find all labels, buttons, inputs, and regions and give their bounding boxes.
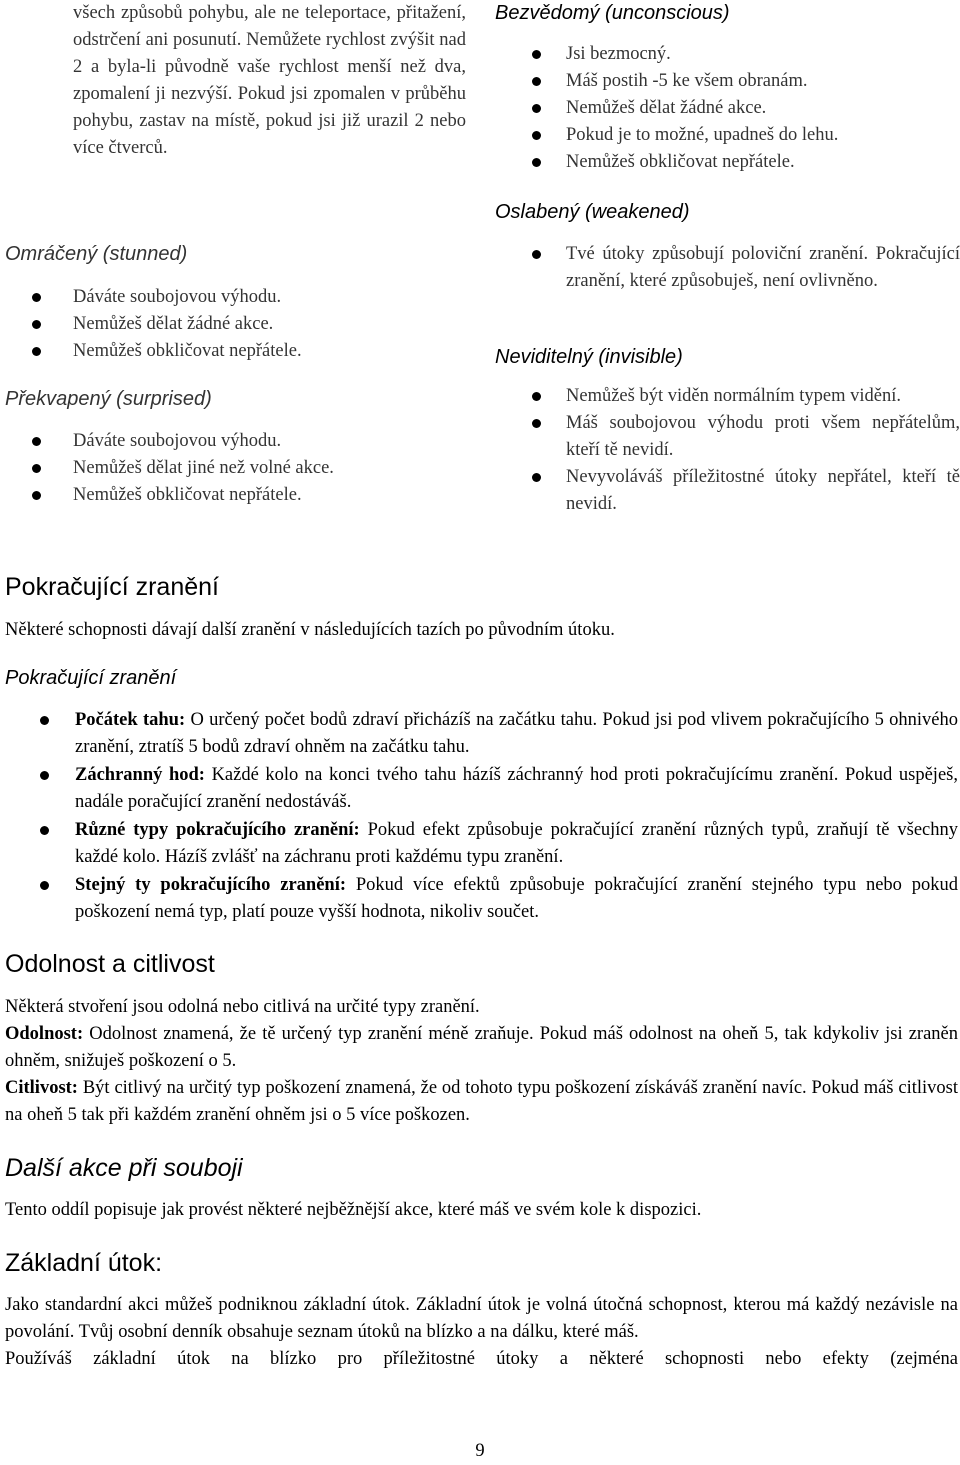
combat-actions-heading: Další akce při souboji	[5, 1154, 243, 1182]
resistance-intro: Některá stvoření jsou odolná nebo citlivá na určité typy zranění.	[5, 997, 480, 1017]
list-item: Nemůžeš obkličovat nepřátele.	[0, 338, 470, 365]
list-item: Máš soubojovou výhodu proti všem nepřátelům, kteří tě nevidí.	[490, 410, 960, 464]
combat-actions-intro: Tento oddíl popisuje jak provést některé nejběžnější akce, které máš ve svém kole k dispozici.	[5, 1200, 702, 1220]
list-item: Nemůžeš obkličovat nepřátele.	[490, 149, 960, 176]
list-item-text: Každé kolo na konci tvého tahu házíš záchranný hod proti pokračujícímu zranění. Pokud uspěješ, nadále poračující zranění nedostáváš.	[75, 765, 958, 812]
list-item	[0, 817, 958, 871]
list-item: Nemůžeš obkličovat nepřátele.	[0, 482, 470, 509]
list-item-text: Pokud efekt způsobuje pokračující zranění různých typů, zraňují tě všechny každé kolo. Házíš zvlášť na záchranu proti každému typu zranění.	[75, 820, 958, 867]
weakened-heading: Oslabený (weakened)	[495, 201, 690, 223]
list-item	[0, 762, 958, 816]
list-item-term: Různé typy pokračujícího zranění:	[75, 820, 360, 840]
vulnerability-paragraph	[5, 1075, 958, 1129]
stunned-heading: Omráčený (stunned)	[5, 243, 188, 265]
intro-paragraph: všech způsobů pohybu, ale ne teleportace, přitažení, odstrčení ani posunutí. Nemůžete rychlost zvýšit nad 2 a byla-li původně vaše rychlost menší než dva, zpomalení ji nezvýší. Pokud jsi zpomalen v průběhu pohybu, zastav na místě, pokud jsi již urazil 2 nebo více čtverců.	[73, 3, 466, 158]
list-item-term: Stejný ty pokračujícího zranění:	[75, 875, 346, 895]
surprised-list	[0, 428, 470, 509]
list-item	[0, 707, 958, 761]
list-item: Dáváte soubojovou výhodu.	[0, 284, 470, 311]
ongoing-list	[0, 707, 958, 926]
basic-attack-heading: Základní útok:	[5, 1249, 163, 1277]
list-item-text: Pokud více efektů způsobuje pokračující zranění stejného typu nebo pokud poškození nemá typ, platí pouze vyšší hodnota, nikoliv součet.	[75, 875, 958, 922]
unconscious-list-wrap	[490, 41, 960, 176]
ongoing-list-wrap	[0, 707, 958, 927]
vulnerability-term: Citlivost:	[5, 1078, 78, 1098]
list-item: Pokud je to možné, upadneš do lehu.	[490, 122, 960, 149]
invisible-heading: Neviditelný (invisible)	[495, 346, 683, 368]
basic-attack-para1: Jako standardní akci můžeš podniknou základní útok. Základní útok je volná útočná schopnost, kterou má každý nezávisle na povolání. Tvůj osobní denník obsahuje seznam útoků na blízko a na dálku, které máš.	[5, 1295, 958, 1342]
list-item: Nemůžeš dělat jiné než volné akce.	[0, 455, 470, 482]
weakened-list-wrap	[490, 241, 960, 295]
list-item: Dáváte soubojovou výhodu.	[0, 428, 470, 455]
resistance-text: Odolnost znamená, že tě určený typ zranění méně zraňuje. Pokud máš odolnost na oheň 5, tak kdykoliv jsi zraněn ohněm, snižuješ poškození o 5.	[5, 1024, 958, 1071]
ongoing-subheading: Pokračující zranění	[5, 667, 177, 689]
ongoing-heading: Pokračující zranění	[5, 573, 219, 601]
ongoing-intro: Některé schopnosti dávají další zranění v následujících tazích po původním útoku.	[5, 620, 615, 640]
list-item: Tvé útoky způsobují poloviční zranění. Pokračující zranění, které způsobuješ, není ovlivněno.	[490, 241, 960, 295]
resistance-block	[5, 994, 958, 1129]
basic-attack-block	[5, 1292, 958, 1373]
list-item	[0, 872, 958, 926]
vulnerability-text: Být citlivý na určitý typ poškození znamená, že od tohoto typu poškození získáváš zranění navíc. Pokud máš citlivost na oheň 5 tak při každém zranění ohněm jsi o 5 více poškozen.	[5, 1078, 958, 1125]
list-item: Jsi bezmocný.	[490, 41, 960, 68]
left-column-top	[73, 0, 466, 162]
basic-attack-para2: Používáš základní útok na blízko pro příležitostné útoky a některé schopnosti nebo efekty (zejména	[5, 1349, 958, 1369]
resistance-term: Odolnost:	[5, 1024, 84, 1044]
list-item-text: O určený počet bodů zdraví přicházíš na začátku tahu. Pokud jsi pod vlivem pokračujícího 5 ohnivého zranění, ztratíš 5 bodů zdraví ohněm na začátku tahu.	[75, 710, 958, 757]
list-item: Nevyvoláváš příležitostné útoky nepřátel, kteří tě nevidí.	[490, 464, 960, 518]
list-item: Nemůžeš dělat žádné akce.	[0, 311, 470, 338]
list-item-term: Počátek tahu:	[75, 710, 186, 730]
list-item: Nemůžeš dělat žádné akce.	[490, 95, 960, 122]
list-item: Máš postih -5 ke všem obranám.	[490, 68, 960, 95]
weakened-list	[490, 241, 960, 295]
resistance-heading: Odolnost a citlivost	[5, 950, 215, 978]
page-number: 9	[475, 1441, 485, 1461]
surprised-heading: Překvapený (surprised)	[5, 388, 212, 410]
resistance-paragraph	[5, 1021, 958, 1075]
list-item-term: Záchranný hod:	[75, 765, 205, 785]
invisible-list	[490, 383, 960, 518]
stunned-list	[0, 284, 470, 365]
surprised-list-wrap	[0, 428, 470, 509]
list-item: Nemůžeš být viděn normálním typem vidění.	[490, 383, 960, 410]
invisible-list-wrap	[490, 383, 960, 518]
unconscious-heading: Bezvědomý (unconscious)	[495, 2, 730, 24]
unconscious-list	[490, 41, 960, 176]
stunned-list-wrap	[0, 284, 470, 365]
